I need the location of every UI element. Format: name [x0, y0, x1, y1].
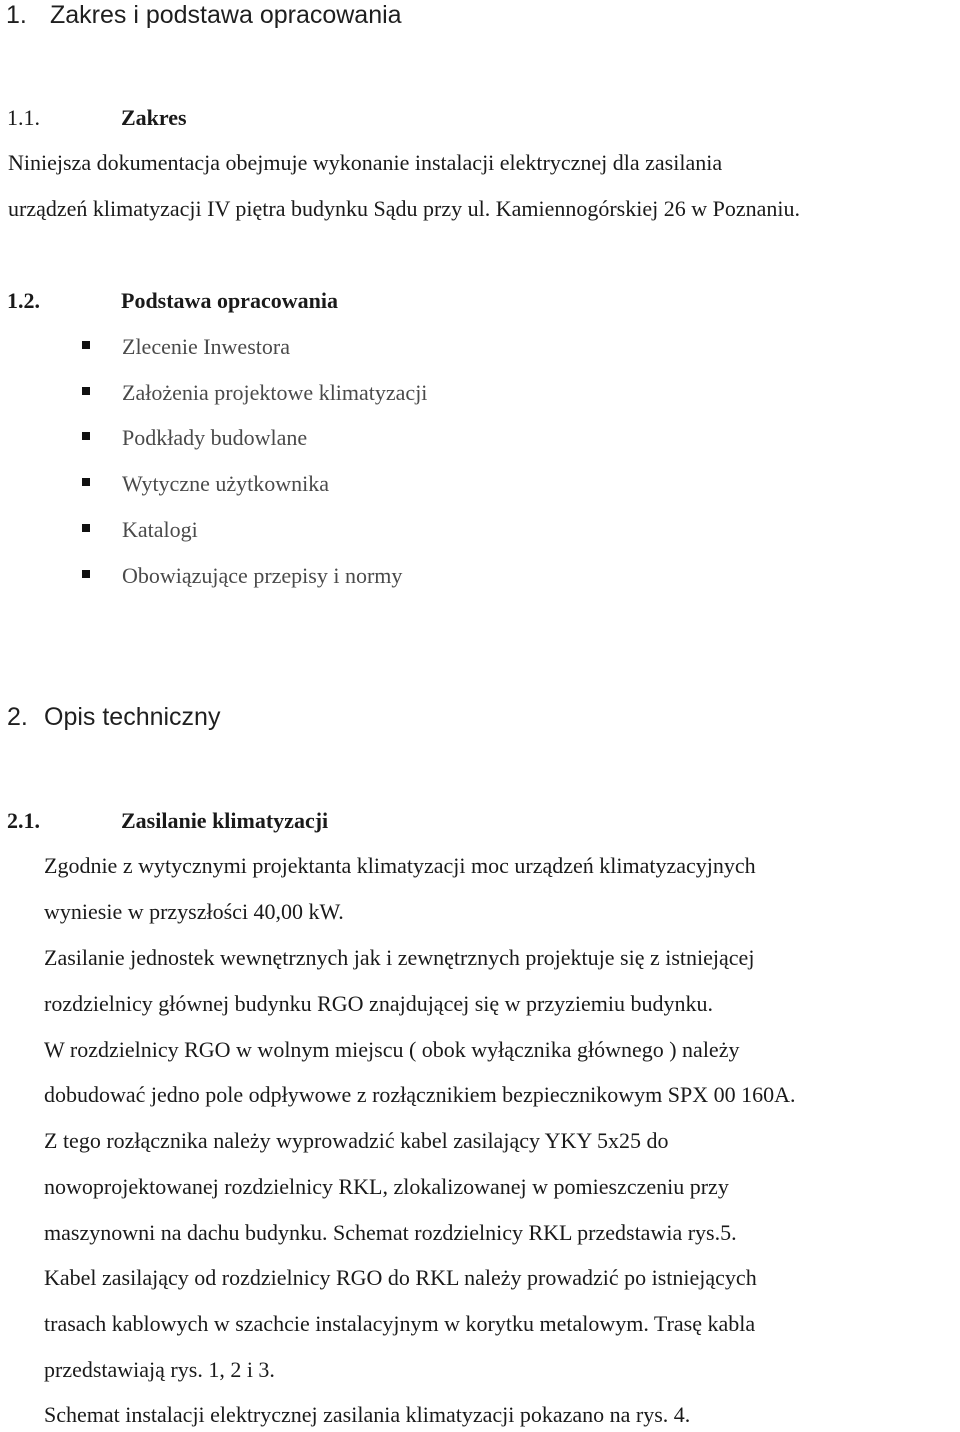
scope-line-1: Niniejsza dokumentacja obejmuje wykonanie instalacji elektrycznej dla zasilania — [8, 150, 723, 175]
section-1-title: Zakres i podstawa opracowania — [50, 1, 402, 29]
description-line: Zasilanie jednostek wewnętrznych jak i zewnętrznych projektuje się z istniejącej — [44, 945, 755, 970]
description-line: przedstawiają rys. 1, 2 i 3. — [44, 1357, 275, 1382]
description-line: maszynowni na dachu budynku. Schemat rozdzielnicy RKL przedstawia rys.5. — [44, 1220, 737, 1245]
basis-item: Wytyczne użytkownika — [122, 471, 329, 496]
basis-item: Obowiązujące przepisy i normy — [122, 563, 403, 588]
description-line: trasach kablowych w szachcie instalacyjnym w korytku metalowym. Trasę kabla — [44, 1311, 756, 1336]
description-line: Zgodnie z wytycznymi projektanta klimatyzacji moc urządzeń klimatyzacyjnych — [44, 853, 756, 878]
basis-item: Katalogi — [122, 517, 198, 542]
description-line: wyniesie w przyszłości 40,00 kW. — [44, 899, 344, 924]
section-1-heading — [6, 3, 402, 28]
section-1-number: 1. — [6, 1, 27, 29]
basis-item: Założenia projektowe klimatyzacji — [122, 380, 428, 405]
description-line: Schemat instalacji elektrycznej zasilania klimatyzacji pokazano na rys. 4. — [44, 1402, 691, 1427]
bullet-square-icon — [82, 478, 90, 486]
description-line: rozdzielnicy głównej budynku RGO znajdującej się w przyziemiu budynku. — [44, 991, 713, 1016]
subsection-1-2-title: Podstawa opracowania — [121, 288, 338, 313]
subsection-1-1-title: Zakres — [121, 105, 187, 130]
description-line: dobudować jedno pole odpływowe z rozłącznikiem bezpiecznikowym SPX 00 160A. — [44, 1082, 796, 1107]
subsection-1-1-heading — [7, 107, 187, 129]
subsection-1-2-heading — [7, 290, 338, 312]
scope-line-2: urządzeń klimatyzacji IV piętra budynku Sądu przy ul. Kamiennogórskiej 26 w Poznaniu. — [8, 196, 800, 221]
subsection-2-1-heading — [7, 810, 328, 832]
bullet-square-icon — [82, 524, 90, 532]
section-2-title: Opis techniczny — [44, 703, 221, 731]
description-line: W rozdzielnicy RGO w wolnym miejscu ( obok wyłącznika głównego ) należy — [44, 1037, 740, 1062]
basis-item: Podkłady budowlane — [122, 425, 308, 450]
bullet-square-icon — [82, 387, 90, 395]
bullet-square-icon — [82, 570, 90, 578]
section-2-number: 2. — [7, 703, 28, 731]
subsection-2-1-number: 2.1. — [7, 808, 40, 833]
subsection-1-2-number: 1.2. — [7, 288, 40, 313]
bullet-square-icon — [82, 432, 90, 440]
description-line: nowoprojektowanej rozdzielnicy RKL, zlokalizowanej w pomieszczeniu przy — [44, 1174, 729, 1199]
subsection-1-1-number: 1.1. — [7, 105, 40, 130]
description-line: Kabel zasilający od rozdzielnicy RGO do RKL należy prowadzić po istniejących — [44, 1265, 757, 1290]
section-2-heading — [7, 705, 220, 730]
bullet-square-icon — [82, 341, 90, 349]
basis-item: Zlecenie Inwestora — [122, 334, 290, 359]
subsection-2-1-title: Zasilanie klimatyzacji — [121, 808, 329, 833]
description-line: Z tego rozłącznika należy wyprowadzić kabel zasilający YKY 5x25 do — [44, 1128, 669, 1153]
